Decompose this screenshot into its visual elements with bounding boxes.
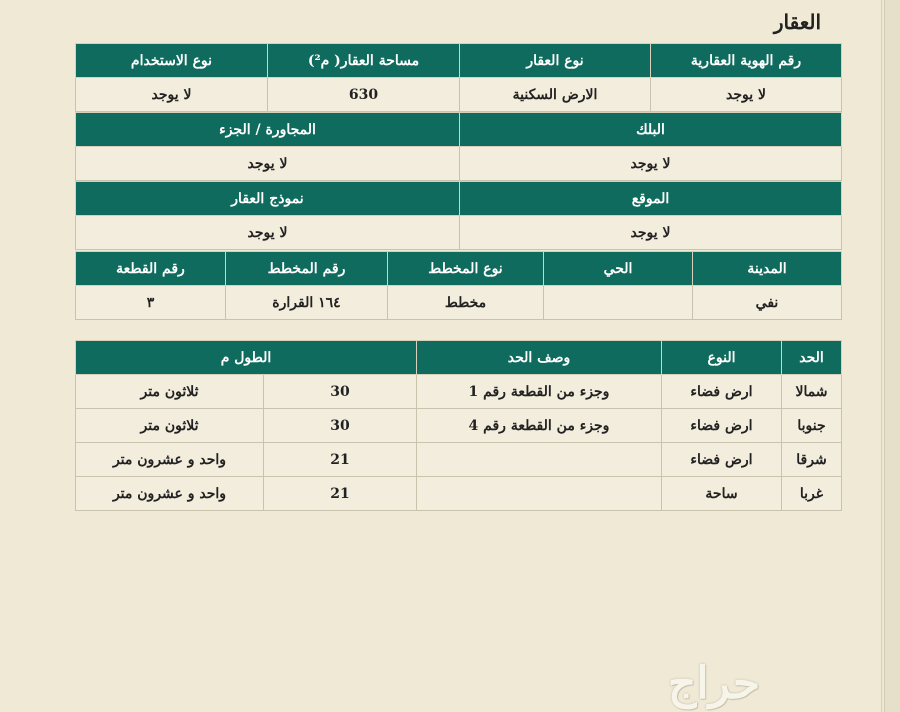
header-boundary: الحد (782, 341, 842, 375)
header-plan-type: نوع المخطط (388, 252, 544, 286)
boundary-length: 30 (264, 409, 417, 443)
value-location: لا يوجد (460, 216, 842, 250)
header-property-area: مساحة العقار( م²) (268, 44, 460, 78)
section-title: العقار (773, 10, 821, 34)
watermark-logo: حراج (668, 658, 761, 709)
header-property-id: رقم الهوية العقارية (651, 44, 842, 78)
location-header-row (76, 182, 842, 216)
boundary-side: شرقا (782, 443, 842, 477)
boundary-side: شمالا (782, 375, 842, 409)
value-district (544, 286, 693, 320)
plan-header-row (76, 252, 842, 286)
header-property-type: نوع العقار (460, 44, 651, 78)
property-info-table (75, 43, 842, 112)
header-type: النوع (662, 341, 782, 375)
block-table (75, 112, 842, 181)
boundary-type: ارض فضاء (662, 375, 782, 409)
header-plot-number: رقم القطعة (76, 252, 226, 286)
boundary-type: ارض فضاء (662, 409, 782, 443)
block-value-row (76, 147, 842, 181)
boundary-description (417, 477, 662, 511)
property-info-header-row (76, 44, 842, 78)
boundary-type: ساحة (662, 477, 782, 511)
boundary-length: 30 (264, 375, 417, 409)
location-table (75, 181, 842, 250)
value-neighborhood-part: لا يوجد (76, 147, 460, 181)
boundaries-table (75, 340, 842, 511)
value-plan-type: مخطط (388, 286, 544, 320)
boundary-length-words: واحد و عشرون متر (76, 477, 264, 511)
value-property-model: لا يوجد (76, 216, 460, 250)
boundary-type: ارض فضاء (662, 443, 782, 477)
boundary-length-words: واحد و عشرون متر (76, 443, 264, 477)
boundary-length-words: ثلاثون متر (76, 375, 264, 409)
header-plan-number: رقم المخطط (226, 252, 388, 286)
boundary-description: وجزء من القطعة رقم 1 (417, 375, 662, 409)
plan-value-row (76, 286, 842, 320)
property-info-value-row (76, 78, 842, 112)
value-plan-number: ١٦٤ القرارة (226, 286, 388, 320)
value-usage-type: لا يوجد (76, 78, 268, 112)
header-usage-type: نوع الاستخدام (76, 44, 268, 78)
block-header-row (76, 113, 842, 147)
header-neighborhood-part: المجاورة / الجزء (76, 113, 460, 147)
value-city: نفي (693, 286, 842, 320)
value-block: لا يوجد (460, 147, 842, 181)
location-value-row (76, 216, 842, 250)
value-property-area: 630 (268, 78, 460, 112)
value-plot-number: ٣ (76, 286, 226, 320)
table-row (76, 443, 842, 477)
header-block: البلك (460, 113, 842, 147)
table-row (76, 409, 842, 443)
boundary-side: غربا (782, 477, 842, 511)
header-district: الحي (544, 252, 693, 286)
header-property-model: نموذج العقار (76, 182, 460, 216)
boundary-length: 21 (264, 443, 417, 477)
header-length: الطول م (76, 341, 417, 375)
table-row (76, 477, 842, 511)
table-row (76, 375, 842, 409)
value-property-type: الارض السكنية (460, 78, 651, 112)
plan-table (75, 251, 842, 320)
boundary-length: 21 (264, 477, 417, 511)
boundaries-header-row (76, 341, 842, 375)
boundary-description: وجزء من القطعة رقم 4 (417, 409, 662, 443)
boundary-side: جنوبا (782, 409, 842, 443)
header-city: المدينة (693, 252, 842, 286)
boundary-length-words: ثلاثون متر (76, 409, 264, 443)
header-boundary-description: وصف الحد (417, 341, 662, 375)
boundary-description (417, 443, 662, 477)
page-edge (884, 0, 900, 712)
header-location: الموقع (460, 182, 842, 216)
value-property-id: لا يوجد (651, 78, 842, 112)
